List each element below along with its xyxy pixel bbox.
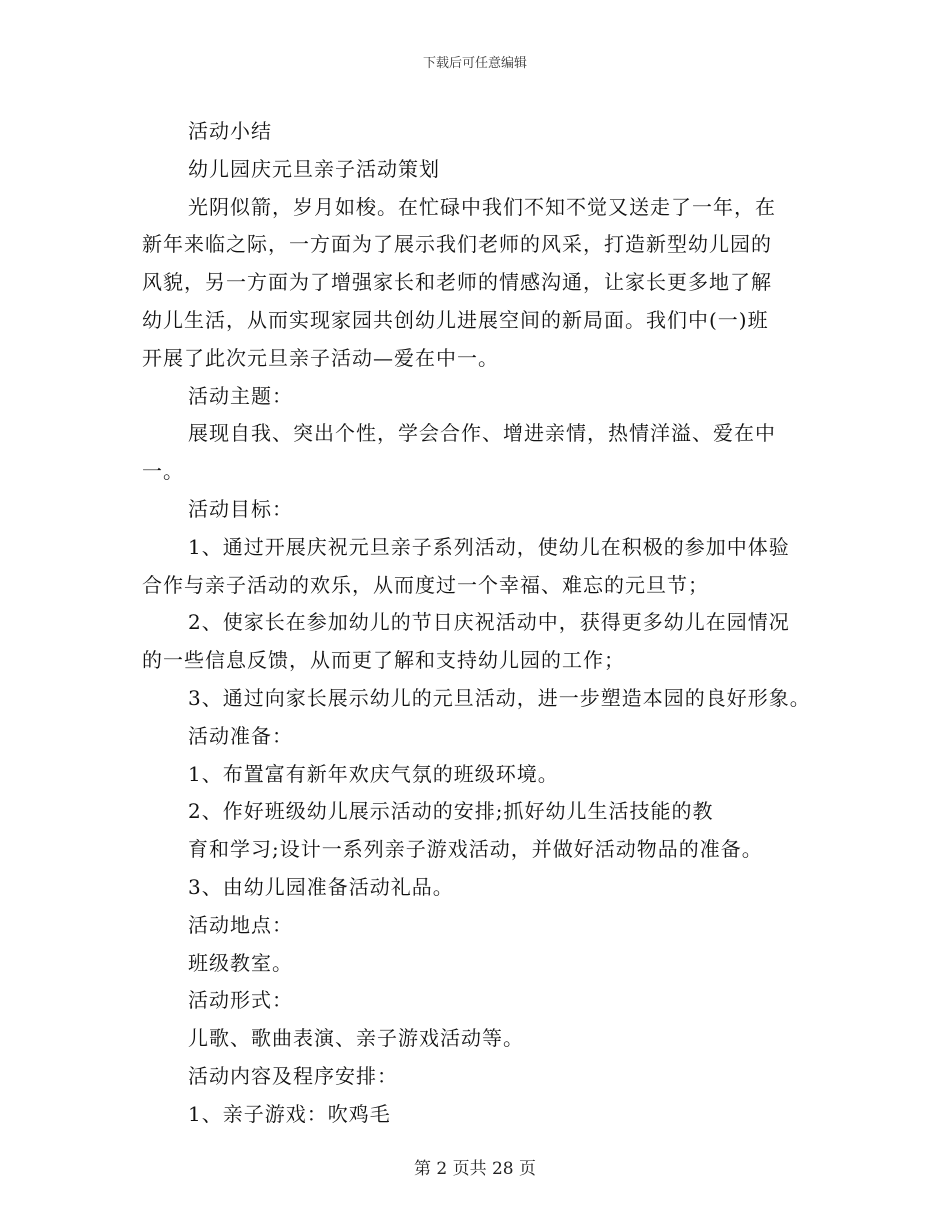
text-line: 的一些信息反馈，从而更了解和支持幼儿园的工作； [142,648,625,673]
text-line: 风貌，另一方面为了增强家长和老师的情感沟通，让家长更多地了解 [142,270,772,295]
text-line: 活动目标： [188,496,293,521]
text-line: 活动主题： [188,383,293,408]
text-line: 展现自我、突出个性，学会合作、增进亲情，热情洋溢、爱在中 [188,421,776,446]
document-body [142,113,822,1134]
text-line: 活动地点： [188,912,293,937]
text-line: 2、使家长在参加幼儿的节日庆祝活动中，获得更多幼儿在园情况 [188,610,790,635]
text-line: 幼儿园庆元旦亲子活动策划 [188,156,440,181]
text-line: 育和学习;设计一系列亲子游戏活动，并做好活动物品的准备。 [188,837,763,862]
text-line: 活动准备： [188,723,293,748]
text-line: 活动形式： [188,988,293,1013]
page-number: 第 2 页共 28 页 [413,1159,537,1179]
text-line: 开展了此次元旦亲子活动—爱在中一。 [142,345,499,370]
text-line: 3、通过向家长展示幼儿的元旦活动，进一步塑造本园的良好形象。 [188,685,811,710]
text-line: 1、通过开展庆祝元旦亲子系列活动，使幼儿在积极的参加中体验 [188,534,790,559]
text-line: 光阴似箭，岁月如梭。在忙碌中我们不知不觉又送走了一年，在 [188,194,776,219]
text-line: 3、由幼儿园准备活动礼品。 [188,874,454,899]
text-line: 1、亲子游戏：吹鸡毛 [188,1101,391,1126]
text-line: 新年来临之际，一方面为了展示我们老师的风采，打造新型幼儿园的 [142,232,772,257]
text-line: 一。 [142,459,184,484]
text-line: 合作与亲子活动的欢乐，从而度过一个幸福、难忘的元旦节； [142,572,709,597]
text-line: 2、作好班级幼儿展示活动的安排;抓好幼儿生活技能的教 [188,799,714,824]
text-line: 活动内容及程序安排： [188,1063,398,1088]
text-line: 儿歌、歌曲表演、亲子游戏活动等。 [188,1026,524,1051]
text-line: 活动小结 [188,119,272,143]
text-line: 幼儿生活，从而实现家园共创幼儿进展空间的新局面。我们中(一)班 [142,307,769,332]
text-line: 1、布置富有新年欢庆气氛的班级环境。 [188,761,559,786]
text-line: 班级教室。 [188,950,293,975]
header-note: 下载后可任意编辑 [422,56,527,71]
